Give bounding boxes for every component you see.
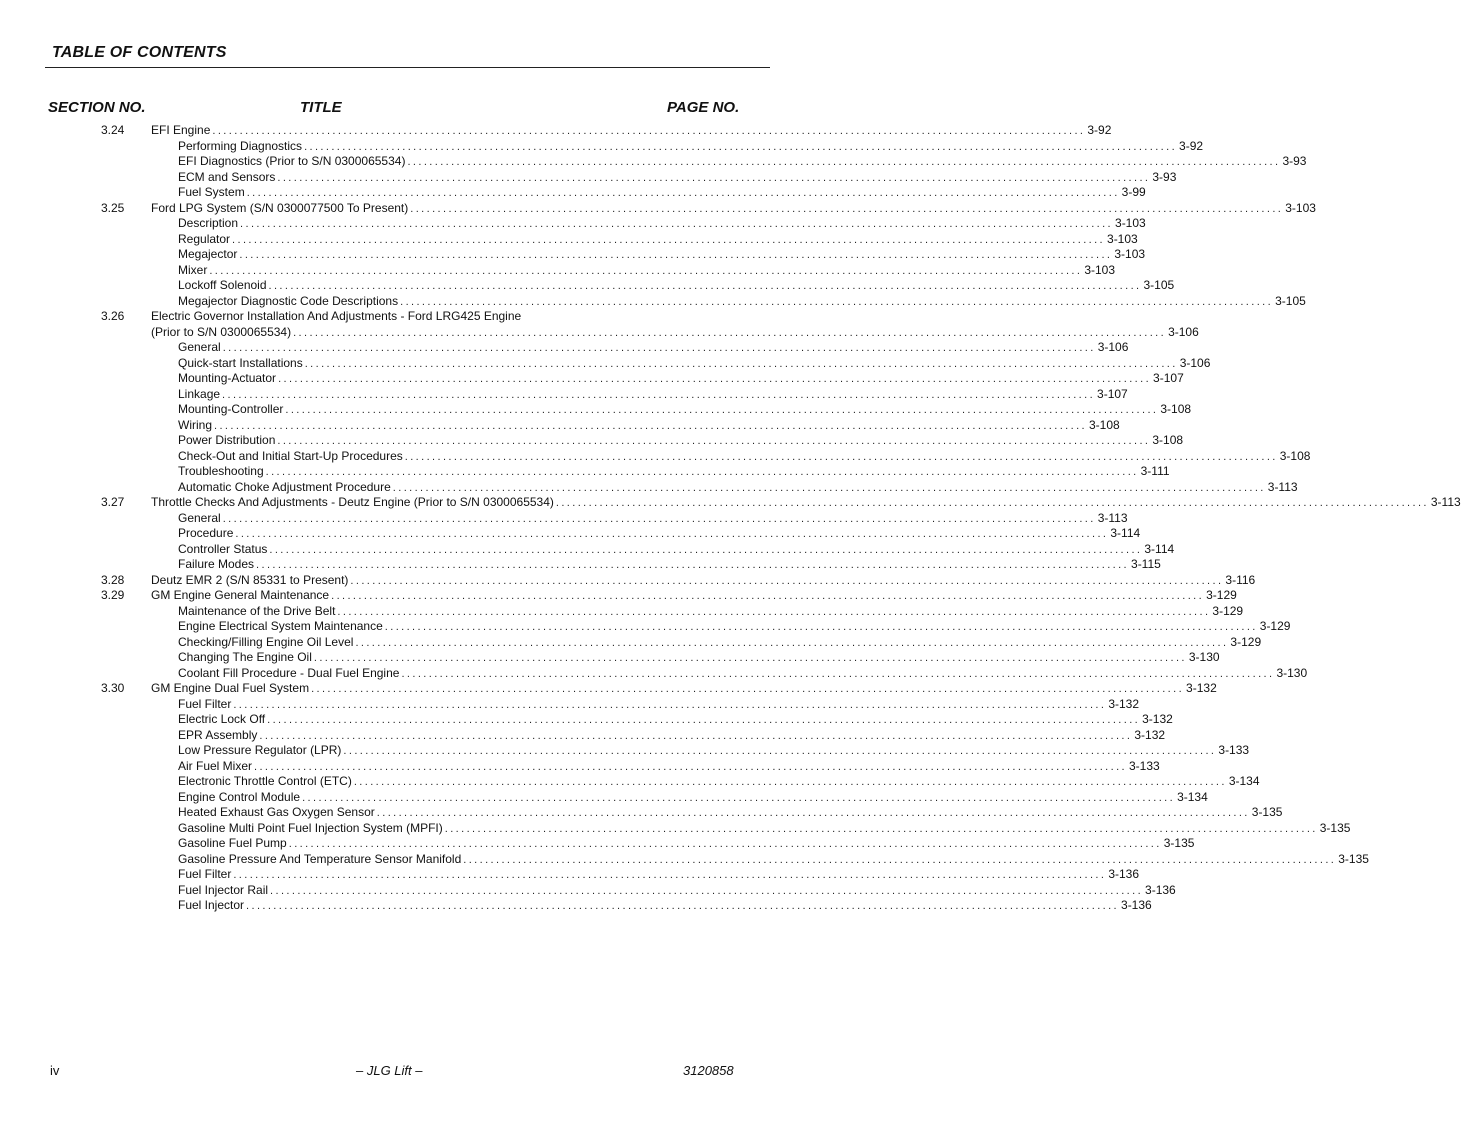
dot-leader: ................................................................................................................................................................ — [269, 543, 1143, 556]
toc-line — [178, 805, 1283, 822]
toc-row[interactable] — [0, 789, 1208, 806]
toc-row[interactable] — [0, 386, 1128, 403]
entry-page: 3-92 — [1087, 123, 1112, 137]
toc-line — [151, 123, 1112, 140]
entry-page: 3-106 — [1168, 324, 1199, 339]
entry-title: Automatic Choke Adjustment Procedure — [178, 479, 391, 494]
dot-leader: ................................................................................................................................................................ — [232, 233, 1106, 246]
toc-line — [178, 541, 1175, 559]
toc-row[interactable] — [0, 464, 1170, 480]
entry-title: Gasoline Pressure And Temperature Sensor Manifold — [178, 851, 462, 866]
entry-page: 3-132 — [1142, 712, 1173, 726]
toc-row[interactable] — [0, 603, 1244, 620]
entry-page: 3-114 — [1110, 526, 1141, 540]
entry-page: 3-93 — [1282, 154, 1307, 168]
section-number: 3.30 — [101, 681, 125, 695]
footer-brand: – JLG Lift – — [356, 1063, 423, 1078]
entry-page: 3-99 — [1121, 185, 1146, 199]
toc-row[interactable] — [0, 820, 1351, 837]
dot-leader: ................................................................................................................................................................ — [311, 683, 1185, 695]
entry-page: 3-113 — [1430, 495, 1461, 509]
toc-line — [178, 169, 1177, 187]
toc-line — [178, 634, 1262, 652]
entry-page: 3-105 — [1275, 293, 1306, 308]
toc-row[interactable] — [0, 758, 1160, 775]
dot-leader: ................................................................................................................................................................ — [222, 342, 1096, 354]
entry-title: Air Fuel Mixer — [178, 758, 253, 773]
entry-page: 3-103 — [1114, 247, 1146, 261]
entry-title: Engine Electrical System Maintenance — [178, 619, 383, 633]
toc-line — [178, 262, 1116, 280]
toc-row[interactable] — [0, 898, 1152, 914]
toc-line — [178, 851, 1369, 869]
dot-leader: ................................................................................................................................................................ — [214, 419, 1087, 432]
entry-page: 3-133 — [1218, 743, 1250, 757]
toc-row[interactable] — [0, 619, 1291, 635]
entry-page: 3-103 — [1107, 231, 1138, 246]
entry-page: 3-134 — [1228, 774, 1260, 788]
toc-row[interactable] — [0, 557, 1161, 573]
entry-title: Electronic Throttle Control (ETC) — [178, 774, 352, 788]
toc-line — [178, 665, 1308, 683]
toc-line — [178, 882, 1176, 900]
dot-leader: ................................................................................................................................................................ — [337, 605, 1211, 618]
entry-page: 3-107 — [1153, 371, 1184, 385]
toc-line — [178, 789, 1208, 807]
entry-title: Fuel System — [178, 185, 245, 199]
toc-line — [178, 417, 1120, 435]
dot-leader: ................................................................................................................................................................ — [392, 481, 1266, 494]
toc-row[interactable] — [0, 278, 1175, 294]
toc-line — [178, 355, 1211, 373]
toc-line — [178, 867, 1140, 884]
entry-title: Regulator — [178, 231, 231, 246]
dot-leader: ................................................................................................................................................................ — [246, 187, 1120, 199]
entry-page: 3-111 — [1140, 464, 1170, 478]
entry-title: Lockoff Solenoid — [178, 278, 267, 292]
entry-page: 3-108 — [1152, 433, 1184, 447]
title-heading: TITLE — [300, 99, 342, 116]
entry-title: Megajector — [178, 247, 238, 261]
entry-title: Checking/Filling Engine Oil Level — [178, 634, 354, 649]
entry-title: Procedure — [178, 526, 234, 540]
dot-leader: ................................................................................................................................................................ — [555, 497, 1429, 509]
section-number: 3.25 — [101, 200, 125, 215]
entry-title: Wiring — [178, 417, 213, 432]
dot-leader: ................................................................................................................................................................ — [265, 466, 1139, 478]
entry-title: Troubleshooting — [178, 464, 264, 478]
toc-entries — [0, 123, 1461, 914]
dot-leader: ................................................................................................................................................................ — [331, 590, 1205, 602]
entry-title: Fuel Injector Rail — [178, 882, 269, 897]
entry-page: 3-135 — [1319, 820, 1351, 835]
entry-title: Megajector Diagnostic Code Descriptions — [178, 293, 399, 308]
toc-line — [178, 743, 1250, 760]
toc-row[interactable] — [0, 355, 1211, 372]
toc-row[interactable] — [0, 696, 1140, 713]
dot-leader: ................................................................................................................................................................ — [407, 156, 1281, 168]
entry-title: Description — [178, 216, 239, 230]
entry-page: 3-135 — [1163, 836, 1195, 850]
section-number: 3.29 — [101, 588, 125, 602]
entry-title: Mounting-Controller — [178, 402, 284, 416]
toc-line — [178, 479, 1298, 497]
toc-row[interactable] — [0, 324, 1199, 341]
entry-page: 3-103 — [1115, 216, 1146, 230]
entry-title: Check-Out and Initial Start-Up Procedures — [178, 448, 403, 463]
toc-line — [178, 138, 1204, 156]
toc-row[interactable] — [0, 774, 1260, 790]
dot-leader: ................................................................................................................................................................ — [222, 512, 1096, 525]
entry-title: Fuel Injector — [178, 898, 245, 912]
section-number: 3.27 — [101, 495, 125, 509]
toc-row[interactable] — [0, 634, 1262, 651]
entry-page: 3-129 — [1206, 588, 1237, 602]
entry-page: 3-108 — [1279, 448, 1311, 463]
entry-title: Power Distribution — [178, 433, 276, 447]
entry-title: GM Engine Dual Fuel System — [151, 681, 310, 695]
entry-title: GM Engine General Maintenance — [151, 588, 330, 602]
toc-row[interactable] — [0, 262, 1116, 279]
entry-page: 3-135 — [1251, 805, 1283, 819]
entry-page: 3-115 — [1131, 557, 1161, 571]
toc-line — [151, 495, 1461, 512]
toc-row[interactable] — [0, 185, 1146, 201]
entry-title: EFI Engine — [151, 123, 211, 137]
entry-title: EFI Diagnostics (Prior to S/N 0300065534) — [178, 154, 406, 168]
toc-row[interactable] — [0, 340, 1129, 356]
toc-row[interactable] — [0, 448, 1311, 465]
entry-page: 3-129 — [1230, 634, 1262, 649]
entry-page: 3-103 — [1084, 262, 1116, 277]
toc-line — [178, 448, 1311, 466]
entry-title: Mixer — [178, 262, 208, 277]
toc-line — [178, 371, 1184, 388]
entry-title: Heated Exhaust Gas Oxygen Sensor — [178, 805, 375, 819]
toc-line — [178, 820, 1351, 838]
toc-line — [178, 231, 1138, 249]
document-number: 3120858 — [683, 1063, 734, 1078]
dot-leader: ................................................................................................................................................................ — [240, 218, 1114, 230]
entry-title: Low Pressure Regulator (LPR) — [178, 743, 342, 757]
toc-line — [178, 557, 1161, 574]
toc-line — [178, 526, 1141, 543]
page-no-heading: PAGE NO. — [667, 99, 740, 116]
toc-row[interactable] — [0, 123, 1112, 139]
dot-leader: ................................................................................................................................................................ — [277, 435, 1151, 447]
toc-row[interactable] — [0, 743, 1250, 759]
dot-leader: ................................................................................................................................................................ — [313, 652, 1187, 664]
dot-leader: ................................................................................................................................................................ — [209, 264, 1083, 277]
entry-title: EPR Assembly — [178, 727, 258, 742]
dot-leader: ................................................................................................................................................................ — [212, 125, 1086, 137]
dot-leader: ................................................................................................................................................................ — [444, 822, 1318, 835]
entry-title: Fuel Filter — [178, 696, 232, 711]
dot-leader: ................................................................................................................................................................ — [246, 900, 1120, 912]
toc-line — [178, 216, 1146, 233]
entry-page: 3-106 — [1097, 340, 1129, 354]
entry-page: 3-114 — [1144, 541, 1175, 556]
entry-title: Coolant Fill Procedure - Dual Fuel Engine — [178, 665, 400, 680]
toc-line — [178, 433, 1184, 450]
entry-title: Gasoline Fuel Pump — [178, 836, 287, 850]
entry-title: Fuel Filter — [178, 867, 232, 881]
dot-leader: ................................................................................................................................................................ — [277, 171, 1151, 184]
toc-line — [178, 836, 1195, 853]
dot-leader: ................................................................................................................................................................ — [222, 388, 1096, 401]
entry-page: 3-130 — [1188, 650, 1220, 664]
entry-title: Throttle Checks And Adjustments - Deutz Engine (Prior to S/N 0300065534) — [151, 495, 554, 509]
dot-leader: ................................................................................................................................................................ — [285, 404, 1159, 416]
toc-row[interactable] — [0, 510, 1128, 527]
toc-row[interactable] — [0, 154, 1307, 170]
entry-title: Engine Control Module — [178, 789, 301, 804]
section-no-heading: SECTION NO. — [48, 99, 146, 116]
toc-row[interactable] — [0, 169, 1177, 186]
toc-row[interactable] — [0, 572, 1256, 589]
entry-page: 3-129 — [1212, 603, 1244, 618]
toc-line — [178, 340, 1129, 357]
dot-leader: ................................................................................................................................................................ — [239, 249, 1113, 261]
dot-leader: ................................................................................................................................................................ — [355, 636, 1229, 649]
section-number: 3.28 — [101, 572, 125, 587]
toc-line — [151, 572, 1256, 590]
toc-row[interactable] — [0, 805, 1283, 821]
entry-title: Controller Status — [178, 541, 268, 556]
entry-title: General — [178, 340, 221, 354]
toc-line — [178, 464, 1170, 481]
toc-row[interactable] — [0, 433, 1184, 449]
dot-leader: ................................................................................................................................................................ — [268, 280, 1142, 292]
dot-leader: ................................................................................................................................................................ — [410, 202, 1284, 215]
dot-leader: ................................................................................................................................................................ — [463, 853, 1337, 866]
dot-leader: ................................................................................................................................................................ — [233, 698, 1107, 711]
entry-page: 3-103 — [1285, 200, 1316, 215]
entry-title: Maintenance of the Drive Belt — [178, 603, 336, 618]
page-title: TABLE OF CONTENTS — [52, 44, 227, 61]
toc-line — [151, 200, 1316, 218]
toc-row[interactable] — [0, 247, 1146, 263]
toc-row[interactable] — [0, 526, 1141, 542]
dot-leader: ................................................................................................................................................................ — [400, 295, 1274, 308]
toc-line — [178, 696, 1140, 714]
toc-line — [178, 154, 1307, 171]
dot-leader: ................................................................................................................................................................ — [343, 745, 1217, 757]
toc-row[interactable] — [0, 138, 1204, 155]
dot-leader: ................................................................................................................................................................ — [302, 791, 1176, 804]
entry-page: 3-132 — [1186, 681, 1217, 695]
toc-line — [178, 712, 1173, 729]
toc-row[interactable] — [0, 541, 1175, 558]
entry-page: 3-113 — [1267, 479, 1298, 494]
dot-leader: ................................................................................................................................................................ — [288, 838, 1162, 850]
toc-row[interactable] — [0, 402, 1192, 418]
toc-row[interactable] — [0, 681, 1217, 697]
entry-title: ECM and Sensors — [178, 169, 276, 184]
toc-row[interactable] — [0, 712, 1173, 728]
toc-row[interactable] — [0, 851, 1369, 868]
entry-page: 3-116 — [1225, 572, 1256, 587]
entry-page: 3-105 — [1143, 278, 1175, 292]
dot-leader: ................................................................................................................................................................ — [304, 140, 1178, 153]
entry-title: Mounting-Actuator — [178, 371, 277, 385]
entry-title: (Prior to S/N 0300065534) — [151, 324, 292, 339]
dot-leader: ................................................................................................................................................................ — [401, 667, 1275, 680]
entry-title: Deutz EMR 2 (S/N 85331 to Present) — [151, 572, 349, 587]
toc-row[interactable] — [0, 867, 1140, 883]
toc-line — [178, 774, 1260, 791]
toc-row[interactable] — [0, 588, 1237, 604]
toc-row[interactable] — [0, 479, 1298, 496]
entry-title: General — [178, 510, 221, 525]
toc-row[interactable] — [0, 836, 1195, 852]
toc-line — [178, 619, 1291, 636]
dot-leader: ................................................................................................................................................................ — [293, 326, 1167, 339]
section-number: 3.24 — [101, 123, 125, 137]
entry-title: Performing Diagnostics — [178, 138, 303, 153]
toc-line — [151, 588, 1237, 605]
toc-line — [178, 247, 1146, 264]
toc-line — [178, 510, 1128, 528]
entry-page: 3-108 — [1160, 402, 1192, 416]
entry-page: 3-133 — [1129, 758, 1160, 773]
toc-line — [151, 681, 1217, 698]
dot-leader: ................................................................................................................................................................ — [259, 729, 1133, 742]
entry-page: 3-132 — [1134, 727, 1166, 742]
dot-leader: ................................................................................................................................................................ — [350, 574, 1224, 587]
entry-page: 3-129 — [1259, 619, 1291, 633]
toc-line — [178, 758, 1160, 776]
entry-page: 3-135 — [1338, 851, 1369, 866]
entry-page: 3-136 — [1145, 882, 1176, 897]
toc-line — [178, 185, 1146, 202]
entry-title: Electric Governor Installation And Adjustments - Ford LRG425 Engine — [151, 309, 522, 323]
toc-row[interactable] — [0, 882, 1176, 899]
section-number: 3.26 — [101, 309, 125, 323]
toc-line — [178, 603, 1244, 621]
toc-line — [178, 898, 1152, 915]
dot-leader: ................................................................................................................................................................ — [384, 621, 1258, 633]
toc-line — [151, 324, 1199, 342]
toc-row[interactable] — [0, 293, 1306, 310]
toc-row[interactable] — [0, 495, 1461, 511]
dot-leader: ................................................................................................................................................................ — [233, 869, 1107, 881]
entry-title: Gasoline Multi Point Fuel Injection System (MPFI) — [178, 820, 443, 835]
toc-line — [178, 293, 1306, 311]
toc-line — [151, 309, 716, 325]
toc-row[interactable] — [0, 650, 1220, 666]
entry-page: 3-136 — [1121, 898, 1152, 912]
toc-line — [178, 727, 1166, 745]
entry-page: 3-92 — [1179, 138, 1204, 153]
entry-page: 3-107 — [1097, 386, 1128, 401]
dot-leader: ................................................................................................................................................................ — [235, 528, 1109, 540]
toc-row[interactable] — [0, 417, 1120, 434]
dot-leader: ................................................................................................................................................................ — [404, 450, 1278, 463]
toc-line — [178, 386, 1128, 404]
dot-leader: ................................................................................................................................................................ — [256, 559, 1130, 571]
header-rule — [45, 67, 770, 68]
entry-page: 3-130 — [1276, 665, 1308, 680]
entry-page: 3-134 — [1177, 789, 1208, 804]
entry-page: 3-136 — [1108, 867, 1140, 881]
entry-title: Ford LPG System (S/N 0300077500 To Present) — [151, 200, 409, 215]
toc-row[interactable] — [0, 665, 1308, 682]
entry-title: Quick-start Installations — [178, 355, 303, 370]
toc-row[interactable] — [0, 309, 866, 325]
toc-line — [178, 402, 1192, 419]
toc-row[interactable] — [0, 231, 1138, 248]
entry-page: 3-113 — [1097, 510, 1128, 525]
entry-page: 3-106 — [1179, 355, 1211, 370]
entry-page: 3-108 — [1089, 417, 1120, 432]
entry-title: Failure Modes — [178, 557, 255, 571]
dot-leader: ................................................................................................................................................................ — [278, 373, 1152, 385]
entry-title: Changing The Engine Oil — [178, 650, 312, 664]
entry-page: 3-93 — [1152, 169, 1177, 184]
toc-row[interactable] — [0, 216, 1146, 232]
dot-leader: ................................................................................................................................................................ — [376, 807, 1250, 819]
entry-page: 3-132 — [1108, 696, 1140, 711]
dot-leader: ................................................................................................................................................................ — [353, 776, 1227, 788]
dot-leader: ................................................................................................................................................................ — [254, 760, 1127, 773]
toc-row[interactable] — [0, 727, 1166, 744]
toc-line — [178, 650, 1220, 667]
entry-title: Linkage — [178, 386, 221, 401]
toc-line — [178, 278, 1175, 295]
dot-leader: ................................................................................................................................................................ — [304, 357, 1178, 370]
page-number: iv — [50, 1063, 60, 1078]
dot-leader: ................................................................................................................................................................ — [270, 884, 1144, 897]
entry-title: Electric Lock Off — [178, 712, 266, 726]
toc-row[interactable] — [0, 371, 1184, 387]
dot-leader: ................................................................................................................................................................ — [267, 714, 1141, 726]
toc-row[interactable] — [0, 200, 1316, 217]
